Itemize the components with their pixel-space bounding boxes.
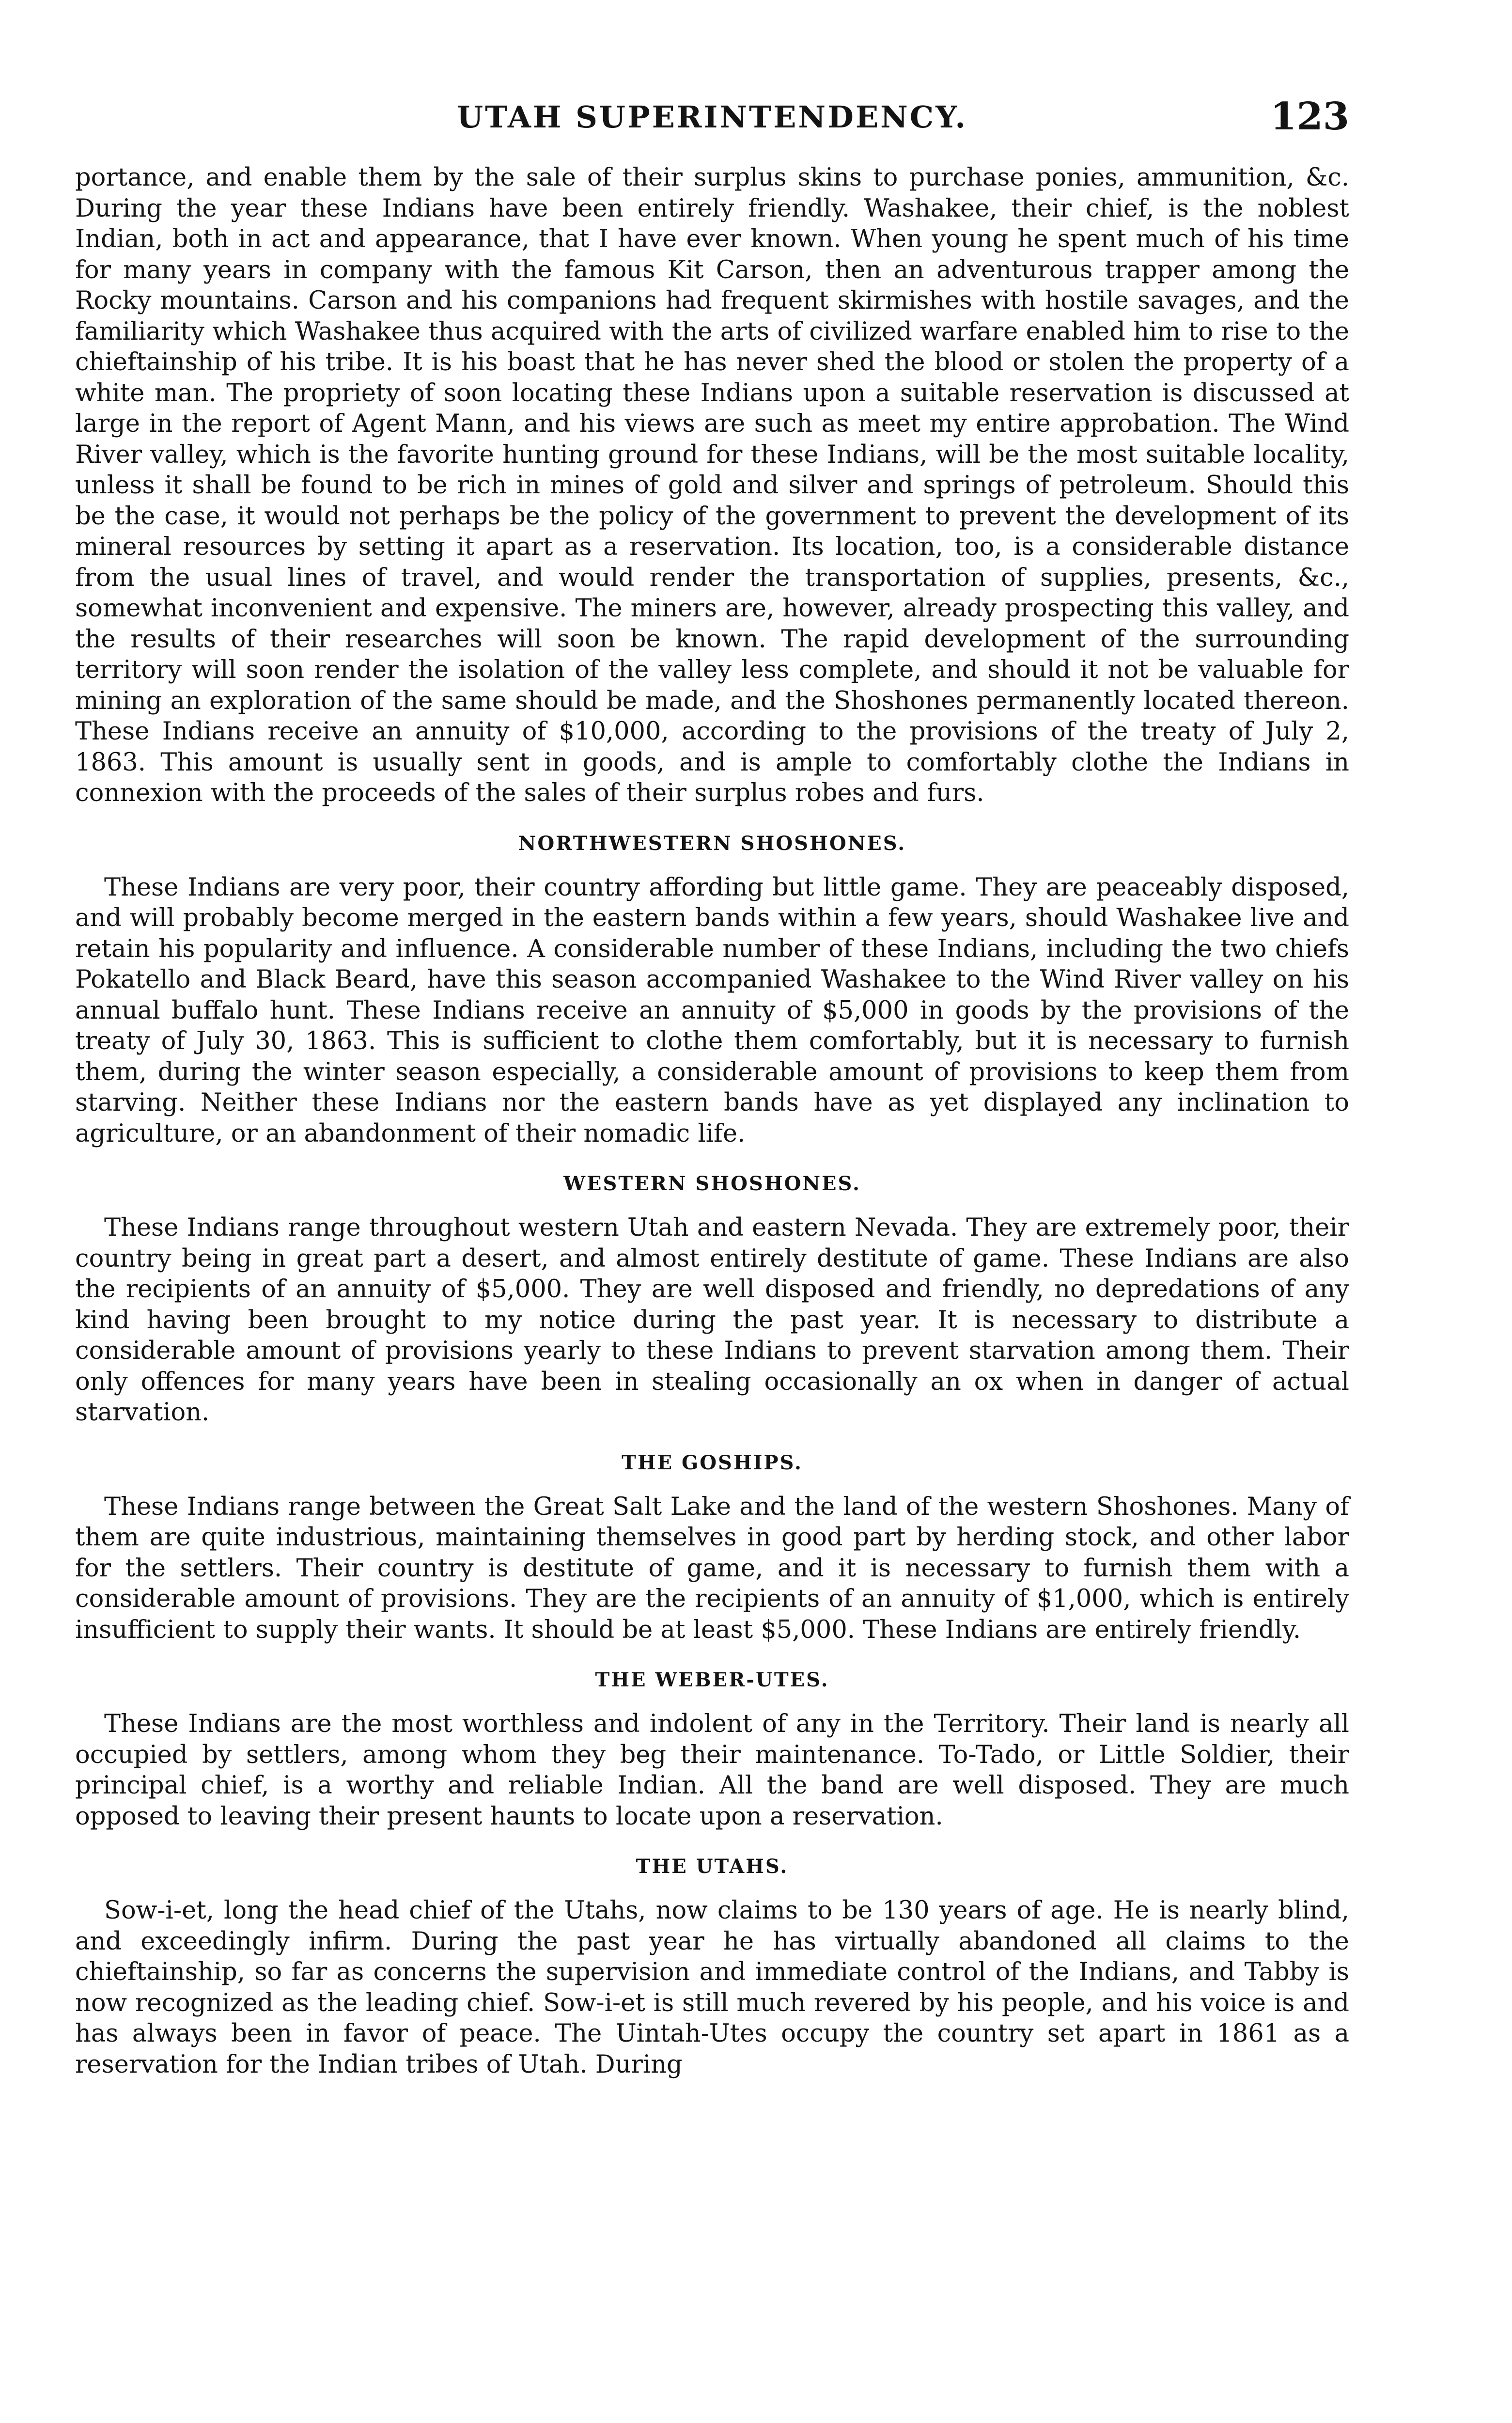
paragraph-western-shoshones: These Indians range throughout western Utah and eastern Nevada. They are extremely poor, their country being in great part a desert, and almost entirely destitute of game. These Indians are also the recipients of an annuity of $5,000. They are well disposed and friendly, no depredations of any kind having been brought to my notice during the past year. It is necessary to distribute a considerable amount of provisions yearly to these Indians to prevent starvation among them. Their only offences for many years have been in stealing occasionally an ox when in danger of actual starvation. xyxy=(75,1213,1349,1427)
paragraph-northwestern-shoshones: These Indians are very poor, their country affording but little game. They are peaceably disposed, and will probably become merged in the eastern bands within a few years, should Washakee live and retain his popularity and influence. A considerable number of these Indians, including the two chiefs Pokatello and Black Beard, have this season accompanied Washakee to the Wind River valley on his annual buffalo hunt. These Indians receive an annuity of $5,000 in goods by the provisions of the treaty of July 30, 1863. This is sufficient to clothe them comfortably, but it is necessary to furnish them, during the winter season especially, a considerable amount of provisions to keep them from starving. Neither these Indians nor the eastern bands have as yet displayed any inclination to agriculture, or an abandonment of their nomadic life. xyxy=(75,873,1349,1148)
paragraph-weber-utes: These Indians are the most worthless and indolent of any in the Territory. Their land is nearly all occupied by settlers, among whom they beg their maintenance. To-Tado, or Little Soldier, their principal chief, is a worthy and reliable Indian. All the band are well disposed. They are much opposed to leaving their present haunts to locate upon a reservation. xyxy=(75,1710,1349,1831)
document-page xyxy=(75,94,1349,2080)
paragraph-goships: These Indians range between the Great Salt Lake and the land of the western Shoshones. Many of them are quite industrious, maintaining themselves in good part by herding stock, and other labor for the settlers. Their country is destitute of game, and it is necessary to furnish them with a considerable amount of provisions. They are the recipients of an annuity of $1,000, which is entirely insufficient to supply their wants. It should be at least $5,000. These Indians are entirely friendly. xyxy=(75,1492,1349,1644)
page-number: 123 xyxy=(1270,94,1349,139)
heading-western-shoshones: WESTERN SHOSHONES. xyxy=(563,1172,861,1195)
heading-weber-utes: THE WEBER-UTES. xyxy=(595,1668,829,1691)
heading-utahs: THE UTAHS. xyxy=(636,1855,789,1878)
running-title: UTAH SUPERINTENDENCY. xyxy=(457,99,967,135)
paragraph-utahs: Sow-i-et, long the head chief of the Utahs, now claims to be 130 years of age. He is nearly blind, and exceedingly infirm. During the past year he has virtually abandoned all claims to the chieftainship, so far as concerns the supervision and immediate control of the Indians, and Tabby is now recognized as the leading chief. Sow-i-et is still much revered by his people, and his voice is and has always been in favor of peace. The Uintah-Utes occupy the country set apart in 1861 as a reservation for the Indian tribes of Utah. During xyxy=(75,1896,1349,2079)
page-header xyxy=(75,94,1349,162)
paragraph-continued: portance, and enable them by the sale of their surplus skins to purchase ponies, ammunition, &c. During the year these Indians have been entirely friendly. Washakee, their chief, is the noblest Indian, both in act and appearance, that I have ever known. When young he spent much of his time for many years in company with the famous Kit Carson, then an adventurous trapper among the Rocky mountains. Carson and his companions had frequent skirmishes with hostile savages, and the familiarity which Washakee thus acquired with the arts of civilized warfare enabled him to rise to the chieftainship of his tribe. It is his boast that he has never shed the blood or stolen the property of a white man. The propriety of soon locating these Indians upon a suitable reservation is discussed at large in the report of Agent Mann, and his views are such as meet my entire approbation. The Wind River valley, which is the favorite hunting ground for these Indians, will be the most suitable locality, unless it shall be found to be rich in mines of gold and silver and springs of petroleum. Should this be the case, it would not perhaps be the policy of the government to prevent the development of its mineral resources by setting it apart as a reservation. Its location, too, is a considerable distance from the usual lines of travel, and would render the transportation of supplies, presents, &c., somewhat inconvenient and expensive. The miners are, however, already prospecting this valley, and the results of their researches will soon be known. The rapid development of the surrounding territory will soon render the isolation of the valley less complete, and should it not be valuable for mining an exploration of the same should be made, and the Shoshones permanently located thereon. These Indians receive an annuity of $10,000, according to the provisions of the treaty of July 2, 1863. This amount is usually sent in goods, and is ample to comfortably clothe the Indians in connexion with the proceeds of the sales of their surplus robes and furs. xyxy=(75,163,1349,807)
heading-goships: THE GOSHIPS. xyxy=(622,1451,803,1474)
heading-northwestern-shoshones: NORTHWESTERN SHOSHONES. xyxy=(518,832,906,855)
